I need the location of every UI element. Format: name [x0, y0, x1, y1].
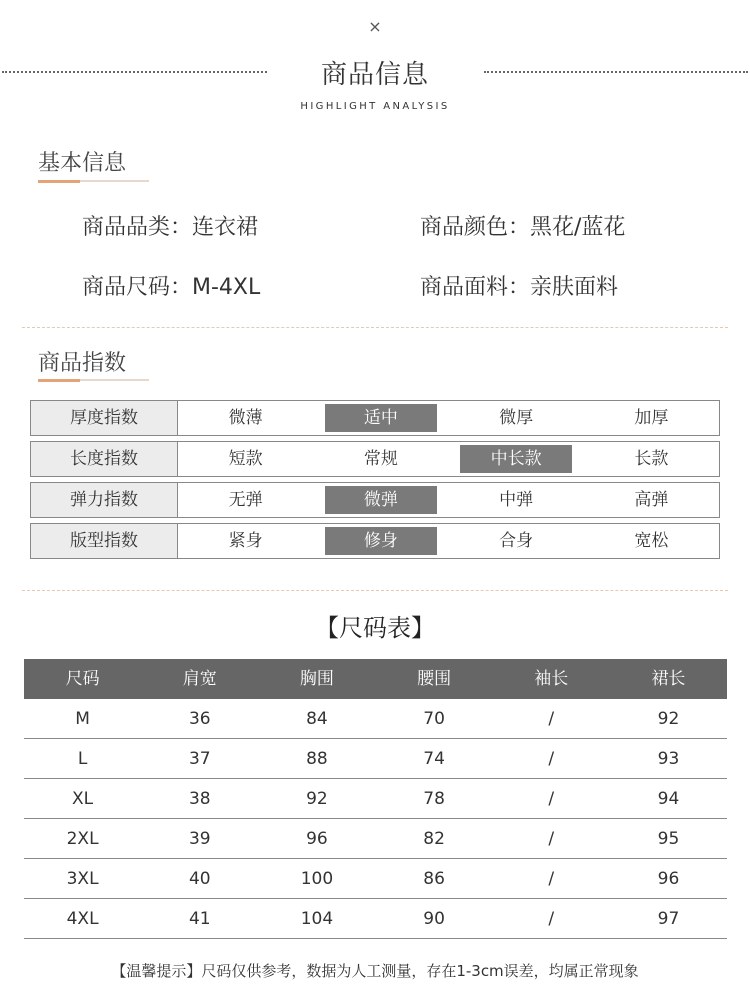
table-cell: 39: [188, 829, 211, 849]
index-option: 加厚: [634, 408, 669, 428]
table-cell: /: [548, 829, 555, 849]
table-cell: L: [77, 749, 88, 769]
warm-tip: 【温馨提示】尺码仅供参考，数据为人工测量，存在1-3cm误差，均属正常现象: [111, 962, 639, 980]
index-options: [178, 483, 719, 517]
table-row: [24, 699, 727, 739]
info-size: 商品尺码：M-4XL: [82, 275, 261, 300]
index-row: [30, 523, 720, 559]
table-cell: 97: [657, 909, 680, 929]
basic-info-underline: [38, 180, 149, 182]
table-cell: 86: [423, 869, 445, 889]
table-cell: 36: [188, 709, 211, 729]
index-row-label: 版型指数: [31, 524, 178, 558]
close-icon[interactable]: ×: [368, 17, 382, 36]
table-cell: /: [548, 789, 555, 809]
index-row-label: 长度指数: [31, 442, 178, 476]
section-divider: [22, 327, 728, 328]
table-cell: 37: [188, 749, 211, 769]
index-option: 宽松: [634, 531, 669, 551]
index-options: [178, 442, 719, 476]
index-option: 中弹: [499, 490, 534, 510]
table-row: [24, 859, 727, 899]
table-cell: 92: [306, 789, 328, 809]
index-option-cell: [449, 524, 584, 558]
index-option: 微厚: [499, 408, 534, 428]
size-column-header: 腰围: [417, 669, 452, 689]
index-options: [178, 401, 719, 435]
table-cell: 74: [423, 749, 445, 769]
index-option-cell: [449, 442, 584, 476]
table-row: [24, 899, 727, 939]
size-column-header: 袖长: [534, 669, 569, 689]
table-cell: /: [548, 909, 555, 929]
table-cell: XL: [72, 789, 94, 809]
table-row: [24, 739, 727, 779]
table-cell: /: [548, 869, 555, 889]
page-title: 商品信息: [320, 60, 429, 90]
index-option-cell: [178, 401, 313, 435]
table-cell: 38: [188, 789, 211, 809]
index-option-cell: [449, 483, 584, 517]
size-column-header: 肩宽: [182, 669, 217, 689]
index-option: 无弹: [228, 490, 263, 510]
info-color: 商品颜色：黑花/蓝花: [420, 215, 626, 240]
index-option: 短款: [228, 449, 263, 469]
size-column-header: 尺码: [65, 669, 100, 689]
index-option: 紧身: [228, 531, 263, 551]
table-cell: 88: [306, 749, 328, 769]
page-header: [0, 50, 750, 120]
table-cell: 3XL: [66, 869, 99, 889]
table-cell: 96: [306, 829, 328, 849]
table-cell: 41: [188, 909, 211, 929]
table-cell: 96: [657, 869, 680, 889]
table-cell: 2XL: [66, 829, 99, 849]
table-cell: /: [548, 709, 555, 729]
index-option-cell: [584, 442, 719, 476]
index-option: 合身: [499, 531, 534, 551]
table-cell: 93: [657, 749, 680, 769]
table-cell: /: [548, 749, 555, 769]
index-row: [30, 400, 720, 436]
index-option-cell: [584, 401, 719, 435]
product-index-underline: [38, 379, 149, 381]
table-cell: 40: [188, 869, 211, 889]
index-option: 长款: [634, 449, 669, 469]
index-option-cell: [584, 524, 719, 558]
index-option-cell: [584, 483, 719, 517]
index-option-cell: [178, 524, 313, 558]
size-chart-title: 【尺码表】: [315, 614, 435, 642]
index-option-cell: [313, 442, 448, 476]
size-chart-table: [24, 659, 727, 939]
index-option: 微薄: [228, 408, 263, 428]
index-option-selected: 适中: [325, 404, 437, 432]
section-divider: [22, 590, 728, 591]
index-option-cell: [313, 524, 448, 558]
product-index-title: 商品指数: [38, 351, 127, 376]
index-row: [30, 441, 720, 477]
index-option: 高弹: [634, 490, 669, 510]
page-subtitle: HIGHLIGHT ANALYSIS: [300, 101, 450, 112]
table-row: [24, 779, 727, 819]
index-option-cell: [449, 401, 584, 435]
table-cell: 94: [657, 789, 680, 809]
info-fabric: 商品面料：亲肤面料: [420, 275, 619, 300]
table-row: [24, 819, 727, 859]
table-cell: 90: [423, 909, 445, 929]
index-option-selected: 修身: [325, 527, 437, 555]
table-cell: 100: [300, 869, 334, 889]
table-cell: 84: [306, 709, 328, 729]
table-cell: 70: [423, 709, 445, 729]
index-option-cell: [313, 483, 448, 517]
table-cell: 4XL: [66, 909, 99, 929]
size-chart-header: [24, 659, 727, 699]
index-row-label: 弹力指数: [31, 483, 178, 517]
index-option-cell: [178, 483, 313, 517]
size-column-header: 裙长: [651, 669, 686, 689]
index-option-selected: 微弹: [325, 486, 437, 514]
table-cell: 95: [657, 829, 680, 849]
index-option-selected: 中长款: [460, 445, 572, 473]
table-cell: 82: [423, 829, 445, 849]
basic-info-title: 基本信息: [38, 151, 127, 176]
table-cell: 104: [300, 909, 334, 929]
table-cell: 78: [423, 789, 445, 809]
info-category: 商品品类：连衣裙: [82, 215, 259, 240]
index-options: [178, 524, 719, 558]
table-cell: 92: [657, 709, 680, 729]
index-option-cell: [178, 442, 313, 476]
index-option: 常规: [363, 449, 398, 469]
size-column-header: 胸围: [299, 669, 334, 689]
index-row-label: 厚度指数: [31, 401, 178, 435]
table-cell: M: [75, 709, 90, 729]
index-option-cell: [313, 401, 448, 435]
size-chart-body: [24, 699, 727, 939]
index-row: [30, 482, 720, 518]
